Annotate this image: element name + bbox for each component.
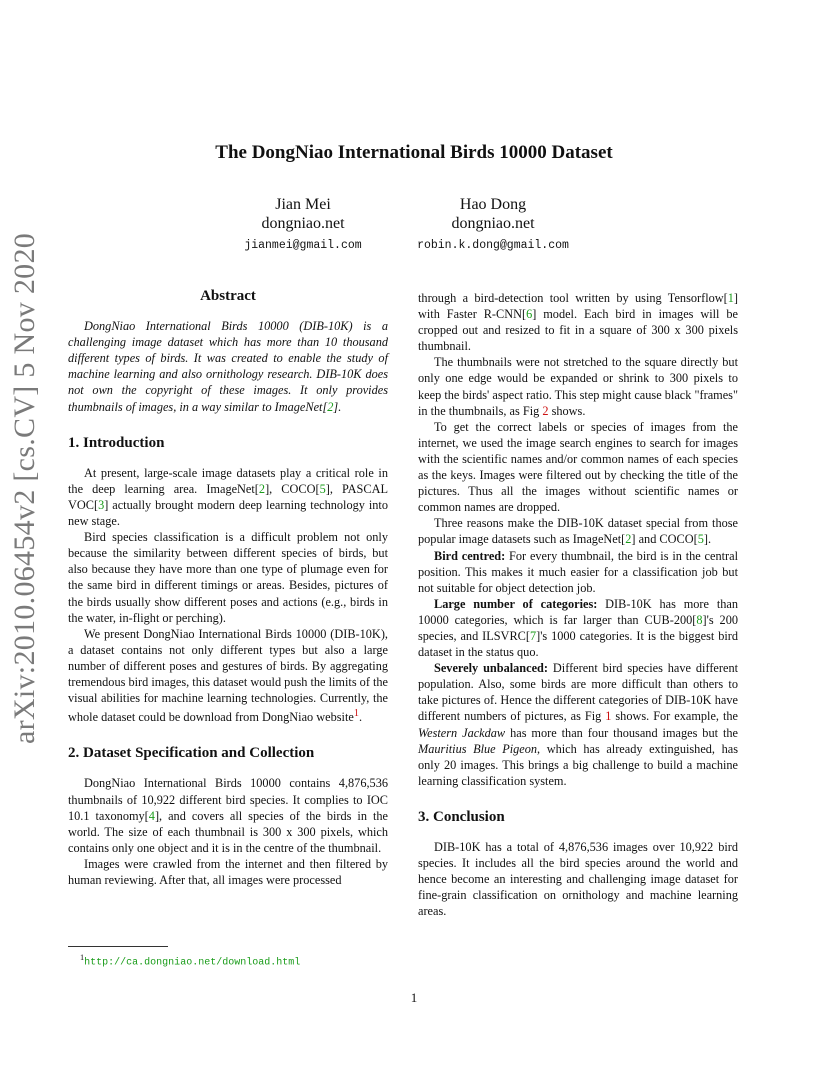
citation-link[interactable]: 1 xyxy=(727,291,734,305)
section-heading-introduction: 1. Introduction xyxy=(68,434,165,451)
paper-title: The DongNiao International Birds 10000 Dataset xyxy=(215,142,613,163)
citation-link[interactable]: 2 xyxy=(625,532,632,547)
left-column xyxy=(68,288,388,888)
section-heading-dataset: 2. Dataset Specification and Collection xyxy=(68,745,315,762)
paragraph: through a bird-detection tool written by using Tensorflow[1] with Faster R-CNN[6] model. Each bird in images will be cropped out and resized to fit in a square of 300 x 300 pixels thumbnail. xyxy=(418,291,738,354)
citation-link[interactable]: 2 xyxy=(258,481,266,496)
footnote-url-link[interactable]: http://ca.dongniao.net/download.html xyxy=(84,957,301,969)
abstract-text: DongNiao International Birds 10000 (DIB-10K) is a challenging image dataset which has more than 10 thousand different types of birds. It was created to enable the study of machine learning and also ornithology research. DIB-10K does not own the copyright of these images. It only provides thumbnails of images, in a way similar to ImageNet[2]. xyxy=(68,319,388,414)
figure-link[interactable]: 2 xyxy=(542,403,549,418)
citation-link[interactable]: 5 xyxy=(697,532,704,547)
abstract-heading: Abstract xyxy=(200,288,256,304)
citation-link[interactable]: 5 xyxy=(319,481,326,496)
footnote-divider xyxy=(68,946,168,947)
author-name: Hao Dong xyxy=(459,196,527,213)
arxiv-identifier: arXiv:2010.06454v2 [cs.CV] 5 Nov 2020 xyxy=(8,232,41,744)
paragraph: DongNiao International Birds 10000 contains 4,876,536 thumbnails of 10,922 different bird species. It complies to IOC 10.1 taxonomy[4], and covers all species of the birds in the world. The size of each thumbnail is 300 x 300 pixels, which contains only one object and it is in the centre of the thumbnail. xyxy=(68,776,388,855)
paragraph: At present, large-scale image datasets play a critical role in the deep learning area. ImageNet[2], COCO[5], PASCAL VOC[3] actually brought modern deep learning technology into new stage. xyxy=(68,465,388,529)
right-column xyxy=(418,290,738,919)
citation-link[interactable]: 3 xyxy=(98,497,105,512)
author-email[interactable]: robin.k.dong@gmail.com xyxy=(417,239,569,252)
citation-link[interactable]: 7 xyxy=(529,628,537,643)
author-name: Jian Mei xyxy=(275,196,331,213)
paragraph: Severely unbalanced: Different bird species have different population. Also, some birds are more difficult than others to take pictures of. Hence the different categories of DIB-10K have different numbers of pictures, as Fig 1 shows. For example, the Western Jackdaw has more than four thousand images but the Mauritius Blue Pigeon, which has already extinguished, has only 20 images. This brings a big challenge to build a machine learning classification system. xyxy=(418,661,739,788)
author-email[interactable]: jianmei@gmail.com xyxy=(244,239,362,252)
author-affiliation: dongniao.net xyxy=(451,215,535,232)
paragraph: We present DongNiao International Birds 10000 (DIB-10K), a dataset contains not only different types but also a large number of different poses and gestures of birds. By aggregating tremendous bird images, this dataset would push the limits of the visual abilities for machine learning technologies. Currently, the whole dataset could be download from DongNiao website$^1$. xyxy=(68,626,389,725)
paragraph: DIB-10K has a total of 4,876,536 images over 10,922 bird species. It includes all the bird species around the world and hence become an interesting and challenging image dataset for fine-grain classification on ornithology and machine learning areas. xyxy=(418,840,738,919)
paragraph: The thumbnails were not stretched to the square directly but only one edge would be expanded or shrink to 300 pixels to keep the birds' aspect ratio. This step might cause black "frames" in the thumbnails, as Fig 2 shows. xyxy=(418,355,738,418)
footnote: $^1$http://ca.dongniao.net/download.html xyxy=(80,953,301,969)
paragraph: To get the correct labels or species of images from the internet, we used the image search engines to search for images with the scientific names and/or common names of each species as the keys. Images were filtered out by checking the title of the pictures. Thus all the images without scientific names or common names are dropped. xyxy=(418,419,738,515)
footnote-marker[interactable]: 1 xyxy=(353,708,359,720)
section-heading-conclusion: 3. Conclusion xyxy=(418,808,505,825)
paragraph: Bird species classification is a difficult problem not only because the similarity between different species of birds, but also because they have more than one type of plumage even for the same bird in different timings or areas. Besides, pictures of the birds usually show different poses and actions (e.g., birds in the water, in-flight or perching). xyxy=(68,530,388,625)
citation-link[interactable]: 8 xyxy=(696,612,703,627)
citation-link[interactable]: 4 xyxy=(148,808,155,823)
author-2 xyxy=(363,195,623,255)
author-affiliation: dongniao.net xyxy=(261,215,345,232)
figure-link[interactable]: 1 xyxy=(605,709,612,724)
paragraph: Images were crawled from the internet and then filtered by human reviewing. After that, all images were processed xyxy=(68,856,388,887)
page-number: 1 xyxy=(410,990,418,1005)
paragraph: Large number of categories: DIB-10K has more than 10000 categories, which is far larger than CUB-200[8]'s 200 species, and ILSVRC[7]'s 1000 categories. It is the biggest bird dataset in the status quo. xyxy=(418,596,739,660)
citation-link[interactable]: 6 xyxy=(526,307,533,322)
citation-link[interactable]: 2 xyxy=(327,399,334,414)
paragraph: Three reasons make the DIB-10K dataset special from those popular image datasets such as ImageNet[2] and COCO[5]. xyxy=(418,516,738,547)
paragraph: Bird centred: For every thumbnail, the bird is in the central position. This makes it much easier for a classification job but not suitable for object detection job. xyxy=(418,548,738,595)
